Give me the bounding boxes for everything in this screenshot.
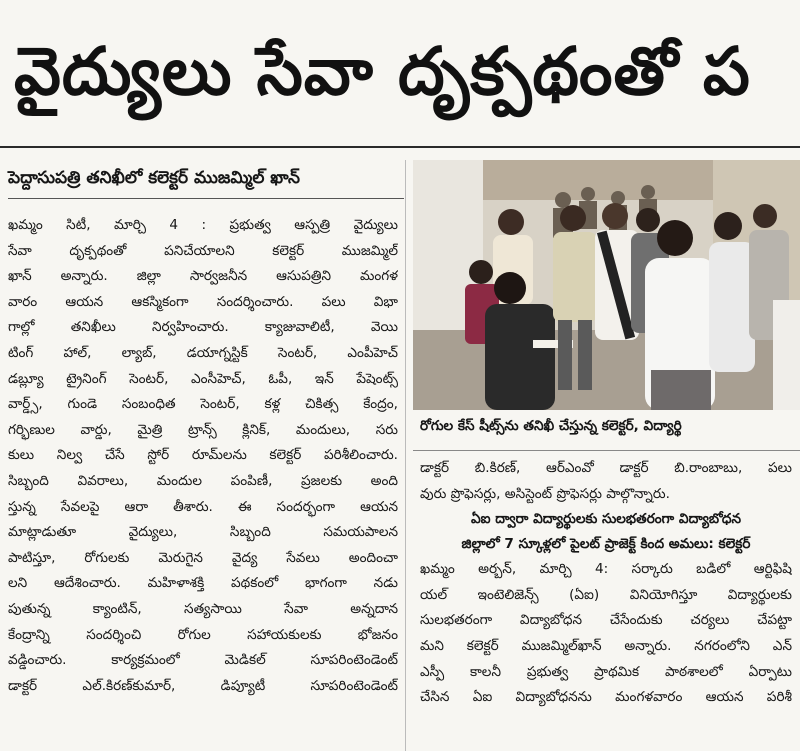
article-line: ఎస్పీ కాలనీ ప్రభుత్వ ప్రాథమిక పాఠశాలలో ఏర్పాటు: [420, 663, 792, 680]
headline-rule: [0, 146, 800, 148]
article-line: కులు నిల్వ చేసే స్టోర్ రూమ్‌లను కలెక్టర్ పరిశీలించారు.: [8, 447, 398, 464]
article-line: గర్భిణుల వార్డు, మైత్రి ట్రాన్స్ క్లినిక్, మందులు, సరు: [8, 421, 398, 438]
article-line: డాక్టర్ ఎల్.కిరణ్‌కుమార్, డిప్యూటీ సూపరింటెండెంట్: [8, 677, 398, 694]
story2-subheading: జిల్లాలో 7 స్కూళ్లలో పైలట్ ప్రాజెక్ట్ కింద అమలు: కలెక్టర్: [461, 536, 751, 553]
story2-heading: ఏఐ ద్వారా విద్యార్థులకు సులభతరంగా విద్యాబోధన: [470, 511, 742, 528]
article-line: టింగ్ హాల్, ల్యాబ్, డయాగ్నస్టిక్ సెంటర్, ఎంపీహెచ్: [8, 344, 398, 361]
headline: వైద్యులు సేవా దృక్పథంతో ప: [14, 33, 751, 110]
article-line: ఖమ్మం సిటీ, మార్చి 4 : ప్రభుత్వ ఆస్పత్రి వైద్యులు: [8, 217, 398, 233]
article-left-column: [8, 213, 398, 699]
article-line: డబ్ల్యూ ట్రైనింగ్ సెంటర్, ఎంసీహెచ్, ఓపీ, ఇన్ పేషెంట్స్: [8, 370, 398, 387]
caption-rule: [413, 450, 800, 451]
article-line: మని కలెక్టర్ ముజమ్మిల్‌ఖాన్ అన్నారు. నగరంలోని ఎన్: [420, 637, 792, 654]
article-line: వురు ప్రొఫెసర్లు, అసిస్టెంట్ ప్రొఫెసర్లు పాల్గొన్నారు.: [420, 485, 670, 502]
article-line: గాల్లో తనిఖీలు నిర్వహించారు. క్యాజువాలిటీ, వెయి: [8, 319, 398, 336]
article-line: పాటిస్తూ, రోగులకు మెరుగైన వైద్య సేవలు అందించా: [8, 549, 398, 566]
article-line: వార్డ్స్, గుండె సంబంధిత సెంటర్, కళ్ల చికిత్స కేంద్రం,: [8, 396, 398, 413]
article-line: డాక్టర్ బి.కిరణ్, ఆర్‌ఎంవో డాక్టర్ బి.రాంబాబు, పలు: [420, 460, 792, 476]
photo-caption: రోగుల కేస్ షీట్స్‌ను తనిఖీ చేస్తున్న కలెక్టర్, విద్యార్థి: [420, 418, 682, 434]
news-photo: [413, 160, 800, 410]
column-divider: [405, 160, 406, 751]
article-line: సిబ్బంది వివరాలు, మందుల పంపిణీ, ప్రజలకు అంది: [8, 472, 398, 489]
article-right-column: [420, 456, 792, 711]
article-line: మాట్లాడుతూ వైద్యులు, సిబ్బంది సమయపాలన: [8, 524, 398, 541]
article-line: కేంద్రాన్ని సందర్శించి రోగుల సహాయకులకు భోజనం: [8, 626, 398, 643]
article-line: ఖాన్ అన్నారు. జిల్లా సార్వజనీన ఆసుపత్రిని మంగళ: [8, 268, 398, 285]
article-line: సులభతరంగా విద్యాబోధన చేసేందుకు చర్యలు చేపట్టా: [420, 612, 792, 629]
article-line: వడ్డించారు. కార్యక్రమంలో మెడికల్ సూపరింటెండెంట్: [8, 652, 398, 669]
subheadline: పెద్దాసుపత్రి తనిఖీలో కలెక్టర్ ముజమ్మిల్ ఖాన్: [8, 168, 300, 188]
article-line: సేవా దృక్పథంతో పనిచేయాలని కలెక్టర్ ముజమ్మిల్: [8, 242, 398, 259]
article-line: స్తున్న సేవలపై ఆరా తీశారు. ఈ సందర్భంగా ఆయన: [8, 498, 398, 515]
article-line: చేసిన ఏఐ విద్యాబోధనను మంగళవారం ఆయన పరిశీ: [420, 689, 792, 706]
article-line: పుతున్న క్యాంటిన్, సత్యసాయి సేవా అన్నదాన: [8, 600, 398, 617]
article-line: యల్ ఇంటెలిజెన్స్ (ఏఐ) వినియోగిస్తూ విద్యార్థులకు: [420, 586, 792, 603]
article-line: ఖమ్మం అర్బన్, మార్చి 4: సర్కారు బడిలో ఆర్టిఫిషి: [420, 561, 792, 578]
subheadline-rule: [8, 198, 404, 199]
article-line: లని ఆదేశించారు. మహిళాశక్తి పథకంలో భాగంగా నడు: [8, 575, 398, 592]
article-line: వారం ఆయన ఆకస్మికంగా సందర్శించారు. పలు విభా: [8, 293, 398, 310]
